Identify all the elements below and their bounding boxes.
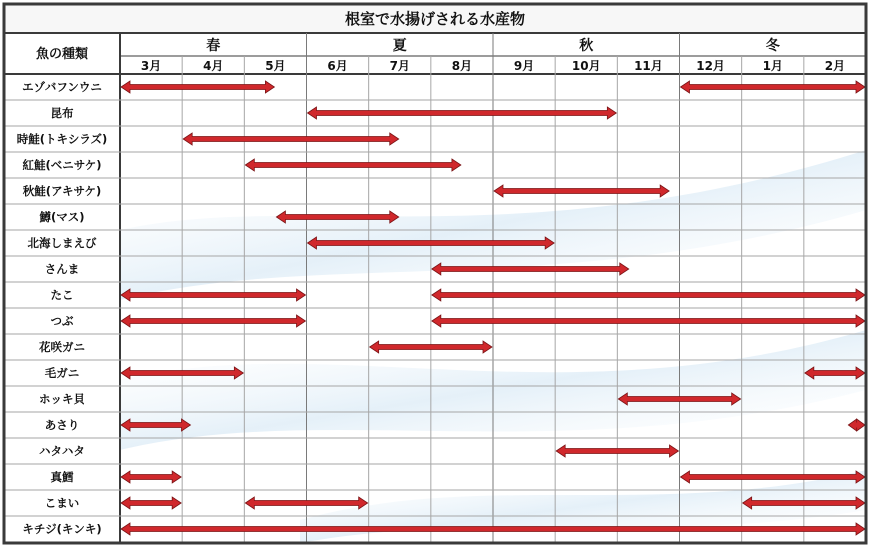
category-label: ハタハタ [39,444,85,458]
month-tick-label: 9月 [513,59,535,73]
season-label: 春 [206,38,221,54]
month-tick-label: 8月 [451,59,473,73]
chart-title: 根室で水揚げされる水産物 [344,10,526,28]
category-label: 鱒(マス) [39,210,85,224]
category-label: 真鱈 [50,470,74,484]
category-label: さんま [44,262,80,276]
month-tick-label: 6月 [327,59,348,73]
category-label: あさり [44,418,80,432]
category-label: 昆布 [50,106,74,120]
category-label: 毛ガニ [44,366,80,380]
month-tick-label: 10月 [571,59,601,73]
row-header: 魚の種類 [35,47,89,62]
category-label: 花咲ガニ [39,340,85,354]
category-label: たこ [50,288,74,302]
category-label: 時鮭(トキシラズ) [16,132,108,146]
category-label: つぶ [50,314,74,328]
season-label: 秋 [579,38,594,54]
month-tick-label: 1月 [762,59,783,73]
month-tick-label: 12月 [696,59,725,73]
category-label: こまい [44,496,80,510]
category-label: ホッキ貝 [39,392,85,406]
season-label: 夏 [392,38,407,54]
month-tick-label: 5月 [265,59,286,73]
month-tick-label: 11月 [634,59,663,73]
category-label: 秋鮭(アキサケ) [22,184,102,198]
category-label: エゾバフンウニ [22,80,102,94]
month-tick-label: 3月 [140,59,162,73]
season-label: 冬 [765,38,780,54]
category-label: 紅鮭(ベニサケ) [22,158,102,172]
month-tick-label: 2月 [824,59,846,73]
category-label: 北海しまえび [27,236,97,250]
month-tick-label: 4月 [203,59,224,73]
category-label: キチジ(キンキ) [22,522,102,536]
month-tick-label: 7月 [389,59,410,73]
